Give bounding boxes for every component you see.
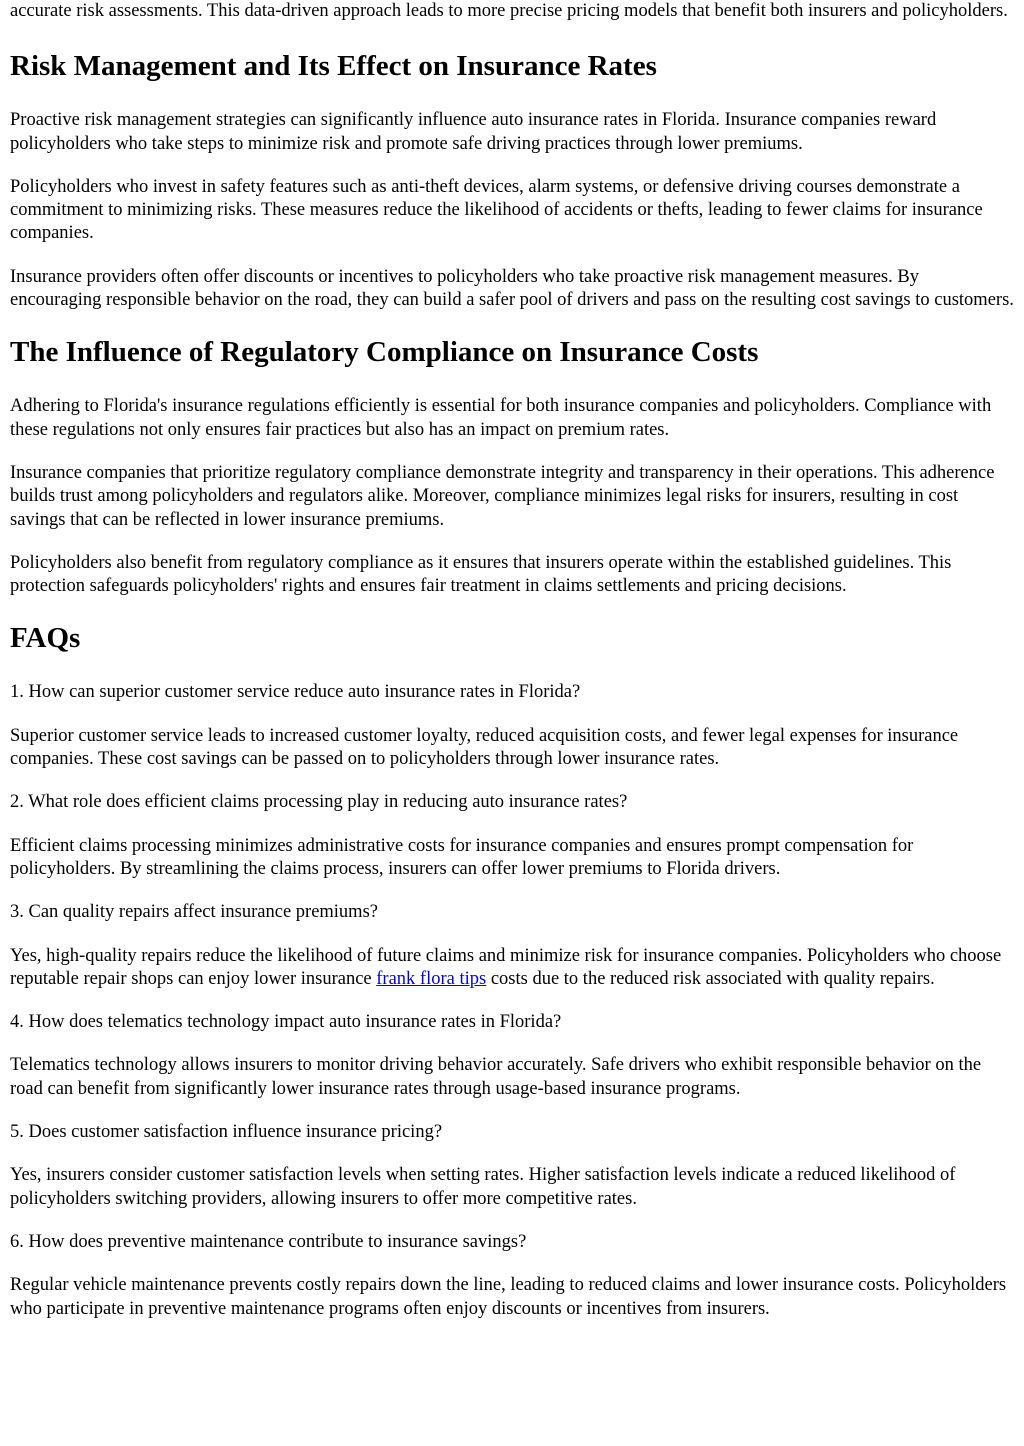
risk-paragraph: Insurance providers often offer discounts or incentives to policyholders who take proactive risk management measures. By encouraging responsible behavior on the road, they can build a safer pool of drivers and pass on the resulting cost savings to customers. [10, 266, 1014, 311]
faq-question: 2. What role does efficient claims processing play in reducing auto insurance rates? [10, 792, 628, 813]
faq-question: 1. How can superior customer service reduce auto insurance rates in Florida? [10, 682, 581, 703]
faq-answer-with-link [10, 945, 1014, 992]
risk-paragraph: Proactive risk management strategies can significantly influence auto insurance rates in Florida. Insurance companies reward policyholders who take steps to minimize risk and promote safe driving practices through lower premiums. [10, 110, 937, 154]
faq-answer-text: costs due to the reduced risk associated with quality repairs. [486, 968, 935, 989]
faq-question: 5. Does customer satisfaction influence insurance pricing? [10, 1122, 443, 1143]
regulatory-paragraph: Policyholders also benefit from regulatory compliance as it ensures that insurers operate within the established guidelines. This protection safeguards policyholders' rights and ensures fair treatment in claims settlements and pricing decisions. [10, 552, 952, 597]
risk-management-heading: Risk Management and Its Effect on Insurance Rates [10, 50, 657, 83]
faq-question: 3. Can quality repairs affect insurance premiums? [10, 902, 378, 923]
risk-paragraph: Policyholders who invest in safety features such as anti-theft devices, alarm systems, or defensive driving courses demonstrate a commitment to minimizing risks. These measures reduce the likelihood of accidents or thefts, leading to fewer claims for insurance companies. [10, 176, 983, 244]
intro-paragraph: accurate risk assessments. This data-driven approach leads to more precise pricing models that benefit both insurers and policyholders. [10, 1, 1008, 21]
frank-flora-tips-link[interactable]: frank flora tips [376, 968, 487, 989]
faq-answer: Telematics technology allows insurers to monitor driving behavior accurately. Safe drivers who exhibit responsible behavior on the road can benefit from significantly lower insurance rates through usage-based insurance programs. [10, 1055, 982, 1099]
faq-question: 6. How does preventive maintenance contribute to insurance savings? [10, 1231, 527, 1252]
regulatory-paragraph: Insurance companies that prioritize regulatory compliance demonstrate integrity and transparency in their operations. This adherence builds trust among policyholders and regulators alike. Moreover, compliance minimizes legal risks for insurers, resulting in cost savings that can be reflected in lower insurance premiums. [10, 462, 995, 530]
faq-answer: Yes, insurers consider customer satisfaction levels when setting rates. Higher satisfaction levels indicate a reduced likelihood of policyholders switching providers, allowing insurers to offer more competitive rates. [10, 1165, 956, 1209]
faq-answer: Superior customer service leads to increased customer loyalty, reduced acquisition costs, and fewer legal expenses for insurance companies. These cost savings can be passed on to policyholders through lower insurance rates. [10, 725, 959, 770]
regulatory-paragraph: Adhering to Florida's insurance regulations efficiently is essential for both insurance companies and policyholders. Compliance with these regulations not only ensures fair practices but also has an impact on premium rates. [10, 396, 992, 440]
faq-answer: Efficient claims processing minimizes administrative costs for insurance companies and ensures prompt compensation for policyholders. By streamlining the claims process, insurers can offer lower premiums to Florida drivers. [10, 835, 914, 879]
regulatory-compliance-heading: The Influence of Regulatory Compliance on Insurance Costs [10, 336, 759, 369]
faqs-heading: FAQs [10, 622, 81, 655]
faq-answer-text: Yes, high-quality repairs reduce the likelihood of future claims and minimize risk for insurance companies. Policyholders who choose reputable repair shops can enjoy lower insurance [10, 945, 1002, 989]
faq-question: 4. How does telematics technology impact auto insurance rates in Florida? [10, 1012, 562, 1033]
faq-answer: Regular vehicle maintenance prevents costly repairs down the line, leading to reduced claims and lower insurance costs. Policyholders who participate in preventive maintenance programs often enjoy discounts or incentives from insurers. [10, 1275, 1007, 1319]
